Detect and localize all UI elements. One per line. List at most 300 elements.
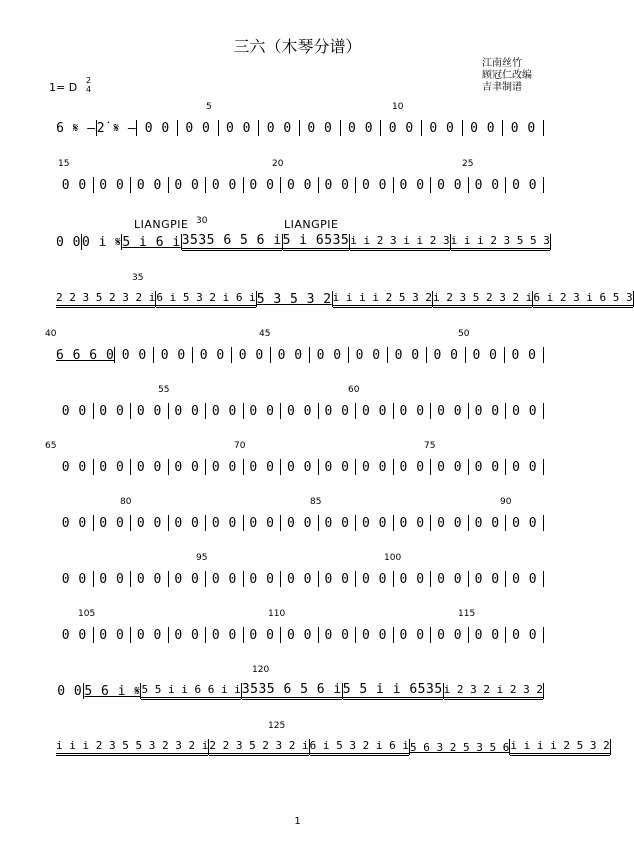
measure [319, 175, 356, 195]
measure [505, 345, 543, 365]
measure [244, 401, 281, 421]
measure-notes: 0 0 [324, 515, 350, 531]
measure-number: 35 [132, 273, 144, 283]
measure-number: 85 [310, 497, 322, 507]
measure [131, 513, 168, 533]
measure [431, 625, 468, 645]
measure [259, 118, 299, 138]
measure [281, 457, 318, 477]
measure-notes: 0 0 [437, 177, 463, 193]
measure-notes: 0 0 [136, 403, 162, 419]
measure-number: 25 [462, 159, 474, 169]
barline [543, 683, 544, 699]
measure-notes: 0 0 [472, 347, 498, 363]
measure [206, 457, 243, 477]
measure-notes: 0 0 [437, 459, 463, 475]
measure-notes: 0 0 [286, 177, 312, 193]
measure-notes: 0 0 [512, 515, 538, 531]
measure-notes: 0 0 [512, 177, 538, 193]
measure [56, 175, 93, 195]
measure-notes: 0 i 𝄋 [81, 234, 122, 250]
system-8 [56, 497, 544, 533]
measure [141, 681, 240, 701]
measure [451, 232, 550, 252]
measure-notes: 0 0 [144, 120, 170, 136]
measure-notes: 0 0 [238, 347, 264, 363]
measure-notes: 0 0 [324, 571, 350, 587]
measure-notes: 0 0 [136, 459, 162, 475]
measure [463, 118, 503, 138]
measure [350, 232, 449, 252]
measure [154, 345, 192, 365]
measure [182, 232, 282, 252]
measure-notes: 0 0 [399, 459, 425, 475]
measure-row [56, 569, 544, 589]
measure-notes: 0 0 [174, 515, 200, 531]
measure [343, 681, 443, 701]
measure [206, 401, 243, 421]
measure [206, 569, 243, 589]
measure-notes: 5 5 i i 6535 [343, 683, 443, 700]
measure [131, 401, 168, 421]
measure-notes: 0 0 [362, 571, 387, 587]
measure-notes: 3535 6 5 6 i [182, 234, 282, 251]
measure [244, 175, 281, 195]
measure [510, 737, 609, 757]
measure-notes: i i i 2 3 5 5 3 2 3 2 i [56, 739, 208, 756]
measure-number: 60 [348, 385, 360, 395]
measure [56, 457, 93, 477]
measure [244, 457, 281, 477]
barline [543, 120, 544, 136]
measure-notes: 0 0 [199, 347, 225, 363]
measure-notes: 0 0 [211, 627, 237, 643]
measure [281, 401, 318, 421]
measure [466, 345, 504, 365]
measure [469, 401, 506, 421]
measure [341, 118, 381, 138]
measure-number: 5 [206, 102, 212, 112]
measure-notes: 0 0 [362, 177, 387, 193]
measure-number: 70 [234, 441, 246, 451]
measure-number: 10 [392, 102, 404, 112]
measure [394, 569, 431, 589]
measure-notes: 0 0 [286, 515, 312, 531]
measure-notes: i i i 2 3 5 5 3 [451, 234, 550, 251]
measure-notes: 0 0 [57, 683, 83, 699]
measure-row [56, 175, 544, 195]
measure-notes: 0 0 [355, 347, 381, 363]
measure-notes: 0 0 [61, 459, 87, 475]
measure-notes: 0 0 [277, 347, 303, 363]
measure-notes: 0 0 [307, 120, 333, 136]
measure-notes: 0 0 [399, 571, 425, 587]
measure-notes: 0 0 [249, 177, 275, 193]
measure-notes: 0 0 [511, 347, 537, 363]
measure [300, 118, 340, 138]
measure-number: 55 [158, 385, 170, 395]
measure-notes: 0 0 [174, 627, 200, 643]
measure-notes: 0 0 [249, 459, 275, 475]
measure [433, 289, 532, 309]
measure-notes: 6 i 2 3 i 6 5 3 [533, 291, 632, 308]
measure-notes: 0 0 [99, 627, 125, 643]
measure-notes: 0 0 [512, 627, 538, 643]
measure [506, 457, 543, 477]
system-4 [56, 273, 633, 309]
measure [319, 457, 356, 477]
measure-notes: 0 0 [362, 459, 387, 475]
measure [506, 401, 543, 421]
measure-notes: 0 0 [136, 571, 162, 587]
measure [394, 625, 431, 645]
measure-number: 15 [58, 159, 70, 169]
measure-row [56, 289, 633, 309]
measure-notes: 0 0 [324, 177, 350, 193]
measure [206, 625, 243, 645]
measure-row [56, 457, 544, 477]
measure [310, 737, 409, 757]
barline [543, 459, 544, 475]
measure [94, 175, 131, 195]
measure [56, 681, 83, 701]
measure [444, 681, 543, 701]
measure [356, 625, 393, 645]
measure-notes: 0 0 [99, 403, 125, 419]
measure-notes: 5 i 6535 [283, 234, 350, 251]
measure-notes: 0 0 [362, 403, 387, 419]
measure-notes: 0 0 [174, 459, 200, 475]
system-1 [56, 102, 544, 138]
measure [206, 175, 243, 195]
page-title: 三六（木琴分谱） [233, 37, 362, 56]
system-12 [56, 721, 610, 757]
measure [506, 513, 543, 533]
measure-number: 100 [384, 553, 402, 563]
credit-transcriber: 吉聿制谱 [482, 82, 522, 93]
measure-notes: 0 0 [286, 571, 312, 587]
measure-row [56, 118, 544, 138]
measure [469, 625, 506, 645]
measure [469, 513, 506, 533]
measure-notes: 0 0 [61, 627, 87, 643]
measure-notes: 0 0 [61, 515, 87, 531]
measure [193, 345, 231, 365]
measure-number: 105 [78, 609, 96, 619]
measure [56, 289, 155, 309]
system-6 [56, 385, 544, 421]
measure [319, 625, 356, 645]
measure [533, 289, 632, 309]
measure-notes: 0 0 [474, 177, 500, 193]
measure-notes: 0 0 [211, 403, 237, 419]
measure [122, 232, 180, 252]
measure-row [56, 232, 550, 252]
measure [281, 175, 318, 195]
measure [169, 401, 206, 421]
measure [503, 118, 543, 138]
measure-notes: 0 0 [429, 120, 455, 136]
measure-notes: 0 0 [316, 347, 342, 363]
measure-notes: i i i i 2 5 3 2 [333, 291, 432, 308]
measure-notes: 0 0 [249, 627, 275, 643]
measure-row [56, 625, 544, 645]
measure-row [56, 681, 544, 701]
measure-number: 95 [196, 553, 208, 563]
measure [281, 513, 318, 533]
measure-notes: 6 𝄋 – [56, 120, 96, 136]
measure [131, 175, 168, 195]
measure-notes: 0 0 [474, 571, 500, 587]
measure-notes: 0 0 [512, 459, 538, 475]
measure-row [56, 513, 544, 533]
measure [469, 457, 506, 477]
measure-notes: 0 0 [99, 571, 125, 587]
measure-number: 30 [196, 216, 208, 226]
system-5 [45, 329, 544, 365]
barline [610, 739, 611, 755]
measure [469, 175, 506, 195]
measure-notes: 2̇ 𝄋 – [96, 120, 137, 136]
barline [543, 515, 544, 531]
measure-notes: 2 2 3 5 2 3 2 i [56, 291, 155, 308]
measure-notes: 0 0 [174, 571, 200, 587]
measure-notes: 0 0 [174, 403, 200, 419]
time-signature-bottom: 4 [86, 85, 92, 94]
measure-number: 40 [45, 329, 57, 339]
measure-number: 75 [424, 441, 436, 451]
measure-notes: 6 i 5 3 2 i 6 i [156, 291, 255, 308]
measure [356, 457, 393, 477]
measure-notes: 0 0 [324, 627, 350, 643]
measure [94, 569, 131, 589]
measure-row [56, 737, 610, 757]
time-signature [86, 76, 91, 94]
measure [56, 345, 114, 365]
measure [56, 513, 93, 533]
measure-notes: 0 0 [249, 403, 275, 419]
measure-row [56, 345, 544, 365]
measure-notes: 0 0 [136, 627, 162, 643]
measure [356, 569, 393, 589]
measure-notes: 5 5 i i 6 6 i i [141, 683, 240, 700]
measure [244, 569, 281, 589]
measure-notes: 0 0 [470, 120, 496, 136]
measure [394, 401, 431, 421]
measure-notes: i i i i 2 5 3 2 [510, 739, 609, 756]
measure-notes: 0 0 [399, 515, 425, 531]
measure [131, 625, 168, 645]
measure [394, 513, 431, 533]
measure [506, 625, 543, 645]
page-number: 1 [294, 816, 301, 827]
measure-notes: 0 0 [249, 515, 275, 531]
measure [422, 118, 462, 138]
measure-notes: 2 2 3 5 2 3 2 i [209, 739, 308, 756]
credits-block [482, 58, 532, 94]
measure [410, 737, 509, 757]
measure [94, 401, 131, 421]
credit-arranger: 顾冠仁改编 [482, 70, 532, 81]
measure [56, 625, 93, 645]
measure [94, 457, 131, 477]
measure [427, 345, 465, 365]
barline [543, 177, 544, 193]
measure-notes: 0 0 [99, 459, 125, 475]
measure [169, 175, 206, 195]
measure-notes: 5 6 3 2 5 3 5 6 [410, 740, 510, 754]
measure-notes: i i 2 3 i i 2 3 [350, 234, 449, 251]
measure [94, 625, 131, 645]
measure-number: 45 [259, 329, 271, 339]
system-2 [56, 159, 544, 195]
measure-number: 90 [500, 497, 512, 507]
measure-notes: 0 0 [286, 627, 312, 643]
measure-notes: 5 i 6 i [122, 234, 181, 250]
measure-number: 115 [458, 609, 476, 619]
measure [356, 401, 393, 421]
measure-notes: 0 0 [362, 627, 387, 643]
measure-notes: 0 0 [211, 459, 237, 475]
measure [131, 569, 168, 589]
measure [232, 345, 270, 365]
system-11 [56, 665, 544, 701]
barline [543, 571, 544, 587]
measure [257, 289, 332, 309]
measure [244, 625, 281, 645]
measure [394, 457, 431, 477]
measure [310, 345, 348, 365]
measure-notes: 0 0 [61, 571, 87, 587]
measure-notes: 5 6 i 𝄋 [84, 683, 141, 699]
measure [209, 737, 308, 757]
measure-notes: 6 6 6 0 [56, 347, 115, 363]
measure [156, 289, 255, 309]
measure-notes: 0 0 [56, 234, 81, 250]
key-signature: 1= D [49, 81, 78, 94]
measure [394, 175, 431, 195]
measure-notes: 0 0 [211, 571, 237, 587]
measure-notes: 0 0 [388, 120, 414, 136]
measure-notes: i 2 3 2 i 2 3 2 [444, 683, 543, 700]
measure-notes: 0 0 [185, 120, 211, 136]
measure [319, 569, 356, 589]
measure-number: 125 [268, 721, 286, 731]
measure [431, 569, 468, 589]
barline [550, 234, 551, 250]
measure [506, 175, 543, 195]
measure-notes: 0 0 [160, 347, 186, 363]
measure-notes: 0 0 [437, 515, 463, 531]
measure [56, 401, 93, 421]
measure [178, 118, 218, 138]
credit-genre: 江南丝竹 [482, 58, 522, 69]
measure-notes: 0 0 [510, 120, 536, 136]
measure [431, 401, 468, 421]
measure [115, 345, 153, 365]
measure-number: 80 [120, 497, 132, 507]
measure [333, 289, 432, 309]
measure [319, 513, 356, 533]
measure-notes: 0 0 [249, 571, 275, 587]
measure [94, 513, 131, 533]
measure-notes: 0 0 [348, 120, 374, 136]
measure-notes: 0 0 [99, 177, 125, 193]
technique-annotation: LIANGPIE [134, 218, 189, 231]
measure [431, 513, 468, 533]
measure [56, 232, 81, 252]
measure [388, 345, 426, 365]
measure-notes: 0 0 [324, 459, 350, 475]
measure-notes: 0 0 [121, 347, 147, 363]
measure [97, 118, 137, 138]
measure-notes: 0 0 [437, 403, 463, 419]
measure [469, 569, 506, 589]
measure-notes: 0 0 [136, 177, 162, 193]
measure [169, 625, 206, 645]
measure-notes: 0 0 [399, 627, 425, 643]
measure-notes: 0 0 [286, 459, 312, 475]
measure [506, 569, 543, 589]
measure-notes: 0 0 [437, 571, 463, 587]
measure-notes: 0 0 [61, 177, 87, 193]
measure-notes: 0 0 [61, 403, 87, 419]
measure-number: 20 [272, 159, 284, 169]
technique-annotation: LIANGPIE [284, 218, 339, 231]
measure-notes: 0 0 [136, 515, 162, 531]
measure [169, 569, 206, 589]
measure-notes: i 2 3 5 2 3 2 i [433, 291, 532, 308]
measure [244, 513, 281, 533]
measure-notes: 0 0 [399, 403, 425, 419]
measure-notes: 0 0 [174, 177, 200, 193]
measure [281, 625, 318, 645]
measure-notes: 0 0 [99, 515, 125, 531]
measure-number: 50 [458, 329, 470, 339]
measure [56, 737, 208, 757]
measure-number: 120 [252, 665, 270, 675]
measure [319, 401, 356, 421]
measure [206, 513, 243, 533]
measure [131, 457, 168, 477]
barline [543, 347, 544, 363]
system-9 [56, 553, 544, 589]
measure [56, 569, 93, 589]
measure-notes: 0 0 [394, 347, 420, 363]
measure [242, 681, 342, 701]
measure-notes: 5 3 5 3 2 [256, 291, 332, 307]
measure-notes: 0 0 [266, 120, 292, 136]
measure [356, 513, 393, 533]
measure-notes: 0 0 [433, 347, 459, 363]
measure [356, 175, 393, 195]
system-10 [56, 609, 544, 645]
measure [381, 118, 421, 138]
system-3 [56, 216, 550, 252]
measure [431, 175, 468, 195]
measure-notes: 0 0 [474, 627, 500, 643]
measure [219, 118, 259, 138]
measure-number: 110 [268, 609, 286, 619]
time-signature-top: 2 [86, 76, 92, 85]
measure-notes: 0 0 [512, 403, 538, 419]
measure-notes: 0 0 [474, 515, 500, 531]
measure-notes: 6 i 5 3 2 i 6 i [310, 739, 409, 756]
measure-number: 65 [45, 441, 57, 451]
measure-notes: 0 0 [286, 403, 312, 419]
measure [281, 569, 318, 589]
measure-notes: 0 0 [362, 515, 387, 531]
